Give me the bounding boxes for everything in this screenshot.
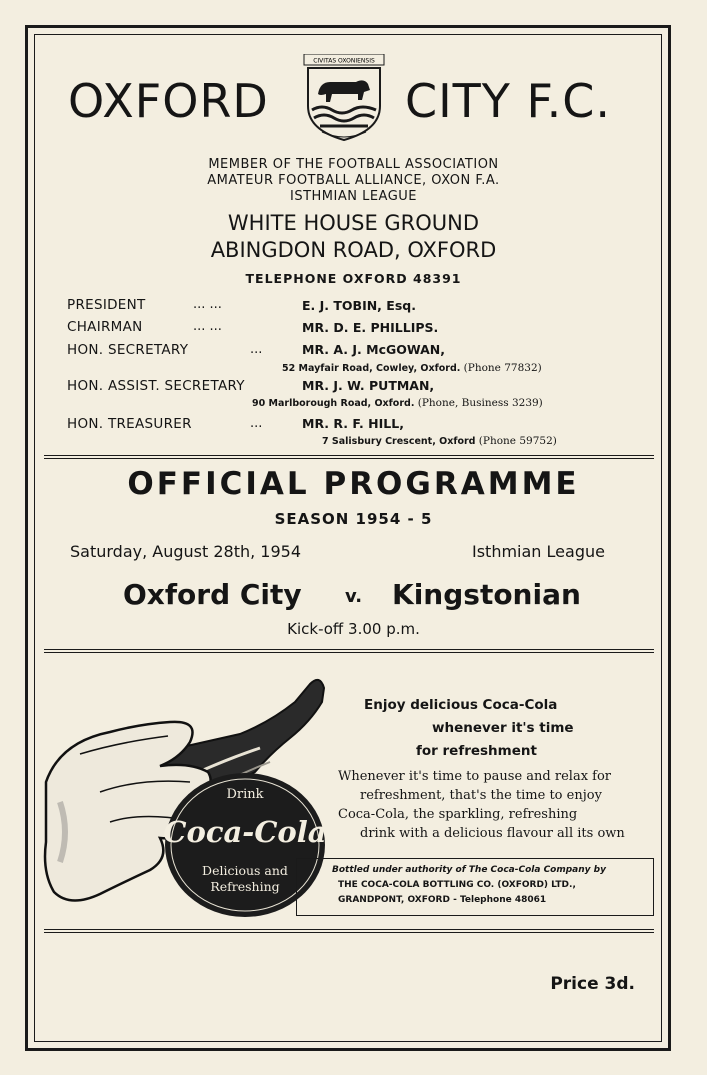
bottler-line-3: GRANDPONT, OXFORD - Telephone 48061 <box>338 895 547 905</box>
official-dots: ... ... <box>193 297 222 312</box>
club-telephone: TELEPHONE OXFORD 48391 <box>245 271 462 286</box>
programme-title: OFFICIAL PROGRAMME <box>127 466 580 502</box>
club-title-left: OXFORD <box>68 74 269 128</box>
oxford-crest-icon <box>298 54 390 144</box>
official-dots: ... ... <box>193 319 222 334</box>
official-dots: ... <box>250 416 263 431</box>
programme-price: Price 3d. <box>550 974 635 994</box>
advert-headline-2: whenever it's time <box>432 720 574 736</box>
bottler-line-1: Bottled under authority of The Coca-Cola Company by <box>332 865 606 875</box>
official-dots: ... <box>250 342 263 357</box>
official-role-hon-treasurer: HON. TREASURER <box>67 416 192 432</box>
coca-cola-logo: Coca-Cola <box>163 815 327 849</box>
away-team: Kingstonian <box>392 578 581 611</box>
phone-text: (Phone, Business 3239) <box>417 397 543 409</box>
match-date: Saturday, August 28th, 1954 <box>70 542 302 561</box>
official-address-hon-secretary <box>282 362 542 374</box>
advert-body-line-3: Coca-Cola, the sparkling, refreshing <box>338 807 578 822</box>
official-address-hon-treasurer <box>322 435 557 447</box>
section-divider <box>44 649 654 653</box>
advert-body-line-1: Whenever it's time to pause and relax for <box>338 769 612 784</box>
section-divider <box>44 455 654 459</box>
kickoff-time: Kick-off 3.00 p.m. <box>287 620 420 638</box>
disc-slogan-line-2: Refreshing <box>210 879 280 894</box>
official-role-president: PRESIDENT <box>67 297 146 313</box>
address-text: 52 Mayfair Road, Cowley, Oxford. <box>282 363 461 374</box>
official-name-hon-secretary: MR. A. J. McGOWAN, <box>302 342 445 357</box>
ground-name: WHITE HOUSE GROUND <box>227 211 480 235</box>
bottler-line-2: THE COCA-COLA BOTTLING CO. (OXFORD) LTD., <box>338 880 576 890</box>
disc-slogan-line-1: Delicious and <box>202 863 288 878</box>
official-name-hon-assist-secretary: MR. J. W. PUTMAN, <box>302 378 435 393</box>
phone-text: (Phone 59752) <box>478 435 557 447</box>
section-divider <box>44 929 654 933</box>
advert-headline-1: Enjoy delicious Coca-Cola <box>364 697 558 713</box>
advert-body-line-2: refreshment, that's the time to enjoy <box>360 788 602 803</box>
match-competition: Isthmian League <box>472 542 605 561</box>
programme-season: SEASON 1954 - 5 <box>274 510 433 528</box>
address-text: 90 Marlborough Road, Oxford. <box>252 398 415 409</box>
official-name-hon-treasurer: MR. R. F. HILL, <box>302 416 404 431</box>
official-name-chairman: MR. D. E. PHILLIPS. <box>302 320 439 335</box>
affiliation-line-3: ISTHMIAN LEAGUE <box>289 189 418 204</box>
official-role-hon-secretary: HON. SECRETARY <box>67 342 189 358</box>
affiliation-line-1: MEMBER OF THE FOOTBALL ASSOCIATION <box>208 157 499 172</box>
advert-body-line-4: drink with a delicious flavour all its own <box>360 826 625 841</box>
ground-address: ABINGDON ROAD, OXFORD <box>210 238 497 262</box>
crest-motto-top: CIVITAS OXONIENSIS <box>313 57 375 65</box>
home-team: Oxford City <box>123 578 302 611</box>
official-role-chairman: CHAIRMAN <box>67 319 143 335</box>
official-address-hon-assist-secretary <box>252 397 543 409</box>
official-role-hon-assist-secretary: HON. ASSIST. SECRETARY <box>67 378 245 394</box>
club-title-right: CITY F.C. <box>405 74 611 128</box>
phone-text: (Phone 77832) <box>463 362 542 374</box>
address-text: 7 Salisbury Crescent, Oxford <box>322 436 476 447</box>
official-name-president: E. J. TOBIN, Esq. <box>302 298 416 313</box>
disc-drink-text: Drink <box>226 787 264 802</box>
affiliation-line-2: AMATEUR FOOTBALL ALLIANCE, OXON F.A. <box>207 173 500 188</box>
advert-headline-3: for refreshment <box>416 743 537 759</box>
versus-label: v. <box>345 586 363 607</box>
